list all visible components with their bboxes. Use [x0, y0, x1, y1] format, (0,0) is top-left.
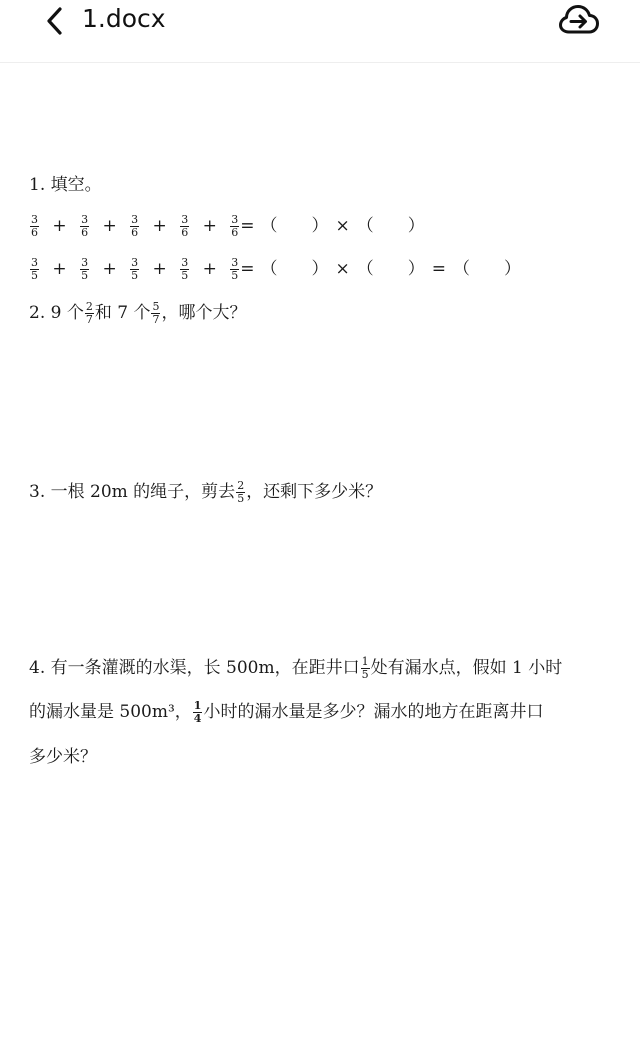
question-4-line-2: 的漏水量是 500m³， $\frac{1}{4}$ 小时的漏水量是多少？漏水的地方在距离井口 [29, 699, 544, 725]
back-button[interactable] [38, 4, 72, 38]
question-4-line-1: 4. 有一条灌溉的水渠，长 500m，在距井口 $\frac{1}{5}$ 处有漏水点，假如 1 小时 [29, 655, 563, 681]
chevron-left-icon [38, 4, 72, 38]
question-2: 2. 9 个 $\frac{2}{7}$ 和 7 个 $\frac{5}{7}$ ，哪个大？ [29, 300, 247, 326]
fraction: $\frac{3}{6}$ [81, 213, 89, 239]
fraction: $\frac{2}{5}$ [237, 479, 245, 505]
fraction: $\frac{3}{6}$ [231, 213, 239, 239]
question-3: 3. 一根 20m 的绳子，剪去 $\frac{2}{5}$ ，还剩下多少米？ [29, 479, 383, 505]
fraction: $\frac{3}{5}$ [131, 256, 139, 282]
fraction: $\frac{3}{5}$ [81, 256, 89, 282]
cloud-upload-icon [558, 2, 600, 38]
fraction: $\frac{1}{5}$ [361, 655, 369, 681]
cloud-upload-button[interactable] [558, 2, 600, 38]
fraction: $\frac{3}{6}$ [181, 213, 189, 239]
fraction: $\frac{3}{6}$ [131, 213, 139, 239]
fraction: $\frac{3}{5}$ [31, 256, 38, 282]
question-1-row-2: $\frac{3}{5}$ + $\frac{3}{5}$ + $\frac{3}{5}$ + $\frac{3}{5}$ + $\frac{3}{5}$ = （ ） × （ ） = （ ） [31, 256, 521, 282]
fraction: $\frac{3}{5}$ [181, 256, 189, 282]
document-page [0, 63, 640, 1055]
question-4-line-3: 多少米？ [29, 747, 97, 767]
question-1-row-1: $\frac{3}{6}$ + $\frac{3}{6}$ + $\frac{3}{6}$ + $\frac{3}{6}$ + $\frac{3}{6}$ = （ ） × （ ） [31, 213, 425, 239]
question-1-title: 1. 填空。 [29, 175, 102, 195]
fraction: $\frac{5}{7}$ [152, 300, 160, 326]
document-title: 1.docx [82, 4, 166, 33]
fraction: $\frac{3}{5}$ [231, 256, 239, 282]
fraction: $\frac{3}{6}$ [31, 213, 38, 239]
fraction: $\frac{1}{4}$ [193, 699, 202, 725]
fraction: $\frac{2}{7}$ [85, 300, 93, 326]
top-bar [0, 0, 640, 63]
